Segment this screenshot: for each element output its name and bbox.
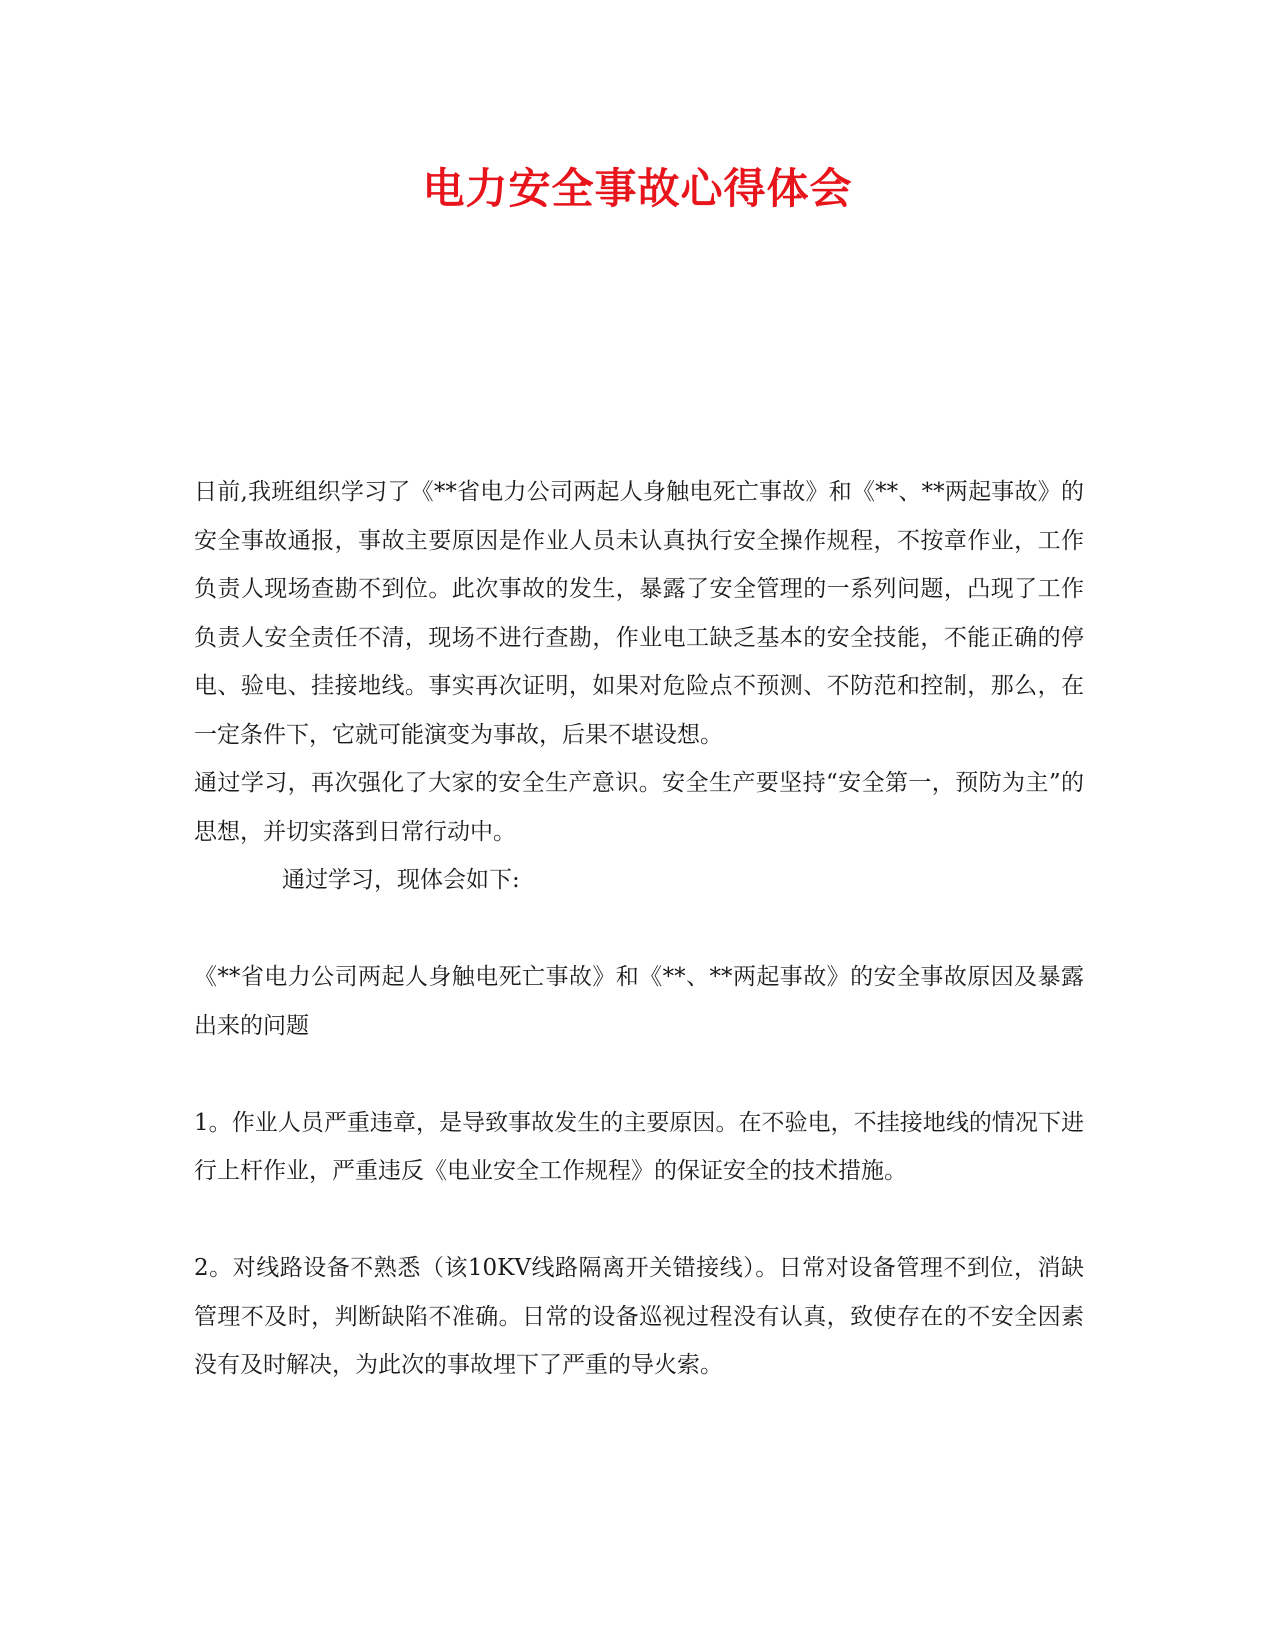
list-item-2: 2。对线路设备不熟悉（该10KV线路隔离开关错接线）。日常对设备管理不到位，消缺管理不及时，判断缺陷不准确。日常的设备巡视过程没有认真，致使存在的不安全因素没有及时解决，为此次的事故埋下了严重的导火索。 xyxy=(194,1255,1084,1378)
paragraph-spacer xyxy=(194,1050,1084,1099)
paragraph-awareness: 通过学习，再次强化了大家的安全生产意识。安全生产要坚持“安全第一，预防为主”的思想，并切实落到日常行动中。 xyxy=(194,770,1084,845)
paragraph-spacer xyxy=(194,905,1084,954)
document-title: 电力安全事故心得体会 xyxy=(422,164,853,213)
document-body xyxy=(194,468,1084,1390)
paragraph-spacer xyxy=(194,1196,1084,1245)
list-item-1: 1。作业人员严重违章，是导致事故发生的主要原因。在不验电，不挂接地线的情况下进行上杆作业，严重违反《电业安全工作规程》的保证安全的技术措施。 xyxy=(194,1109,1084,1184)
paragraph-lead-in: 通过学习，现体会如下: xyxy=(282,867,520,893)
section-heading: 《**省电力公司两起人身触电死亡事故》和《**、**两起事故》的安全事故原因及暴露出来的问题 xyxy=(194,964,1084,1039)
paragraph-intro: 日前,我班组织学习了《**省电力公司两起人身触电死亡事故》和《**、**两起事故》的安全事故通报，事故主要原因是作业人员未认真执行安全操作规程，不按章作业，工作负责人现场查勘不到位。此次事故的发生，暴露了安全管理的一系列问题，凸现了工作负责人安全责任不清，现场不进行查勘，作业电工缺乏基本的安全技能，不能正确的停电、验电、挂接地线。事实再次证明，如果对危险点不预测、不防范和控制，那么，在一定条件下，它就可能演变为事故，后果不堪设想。 xyxy=(194,479,1084,748)
